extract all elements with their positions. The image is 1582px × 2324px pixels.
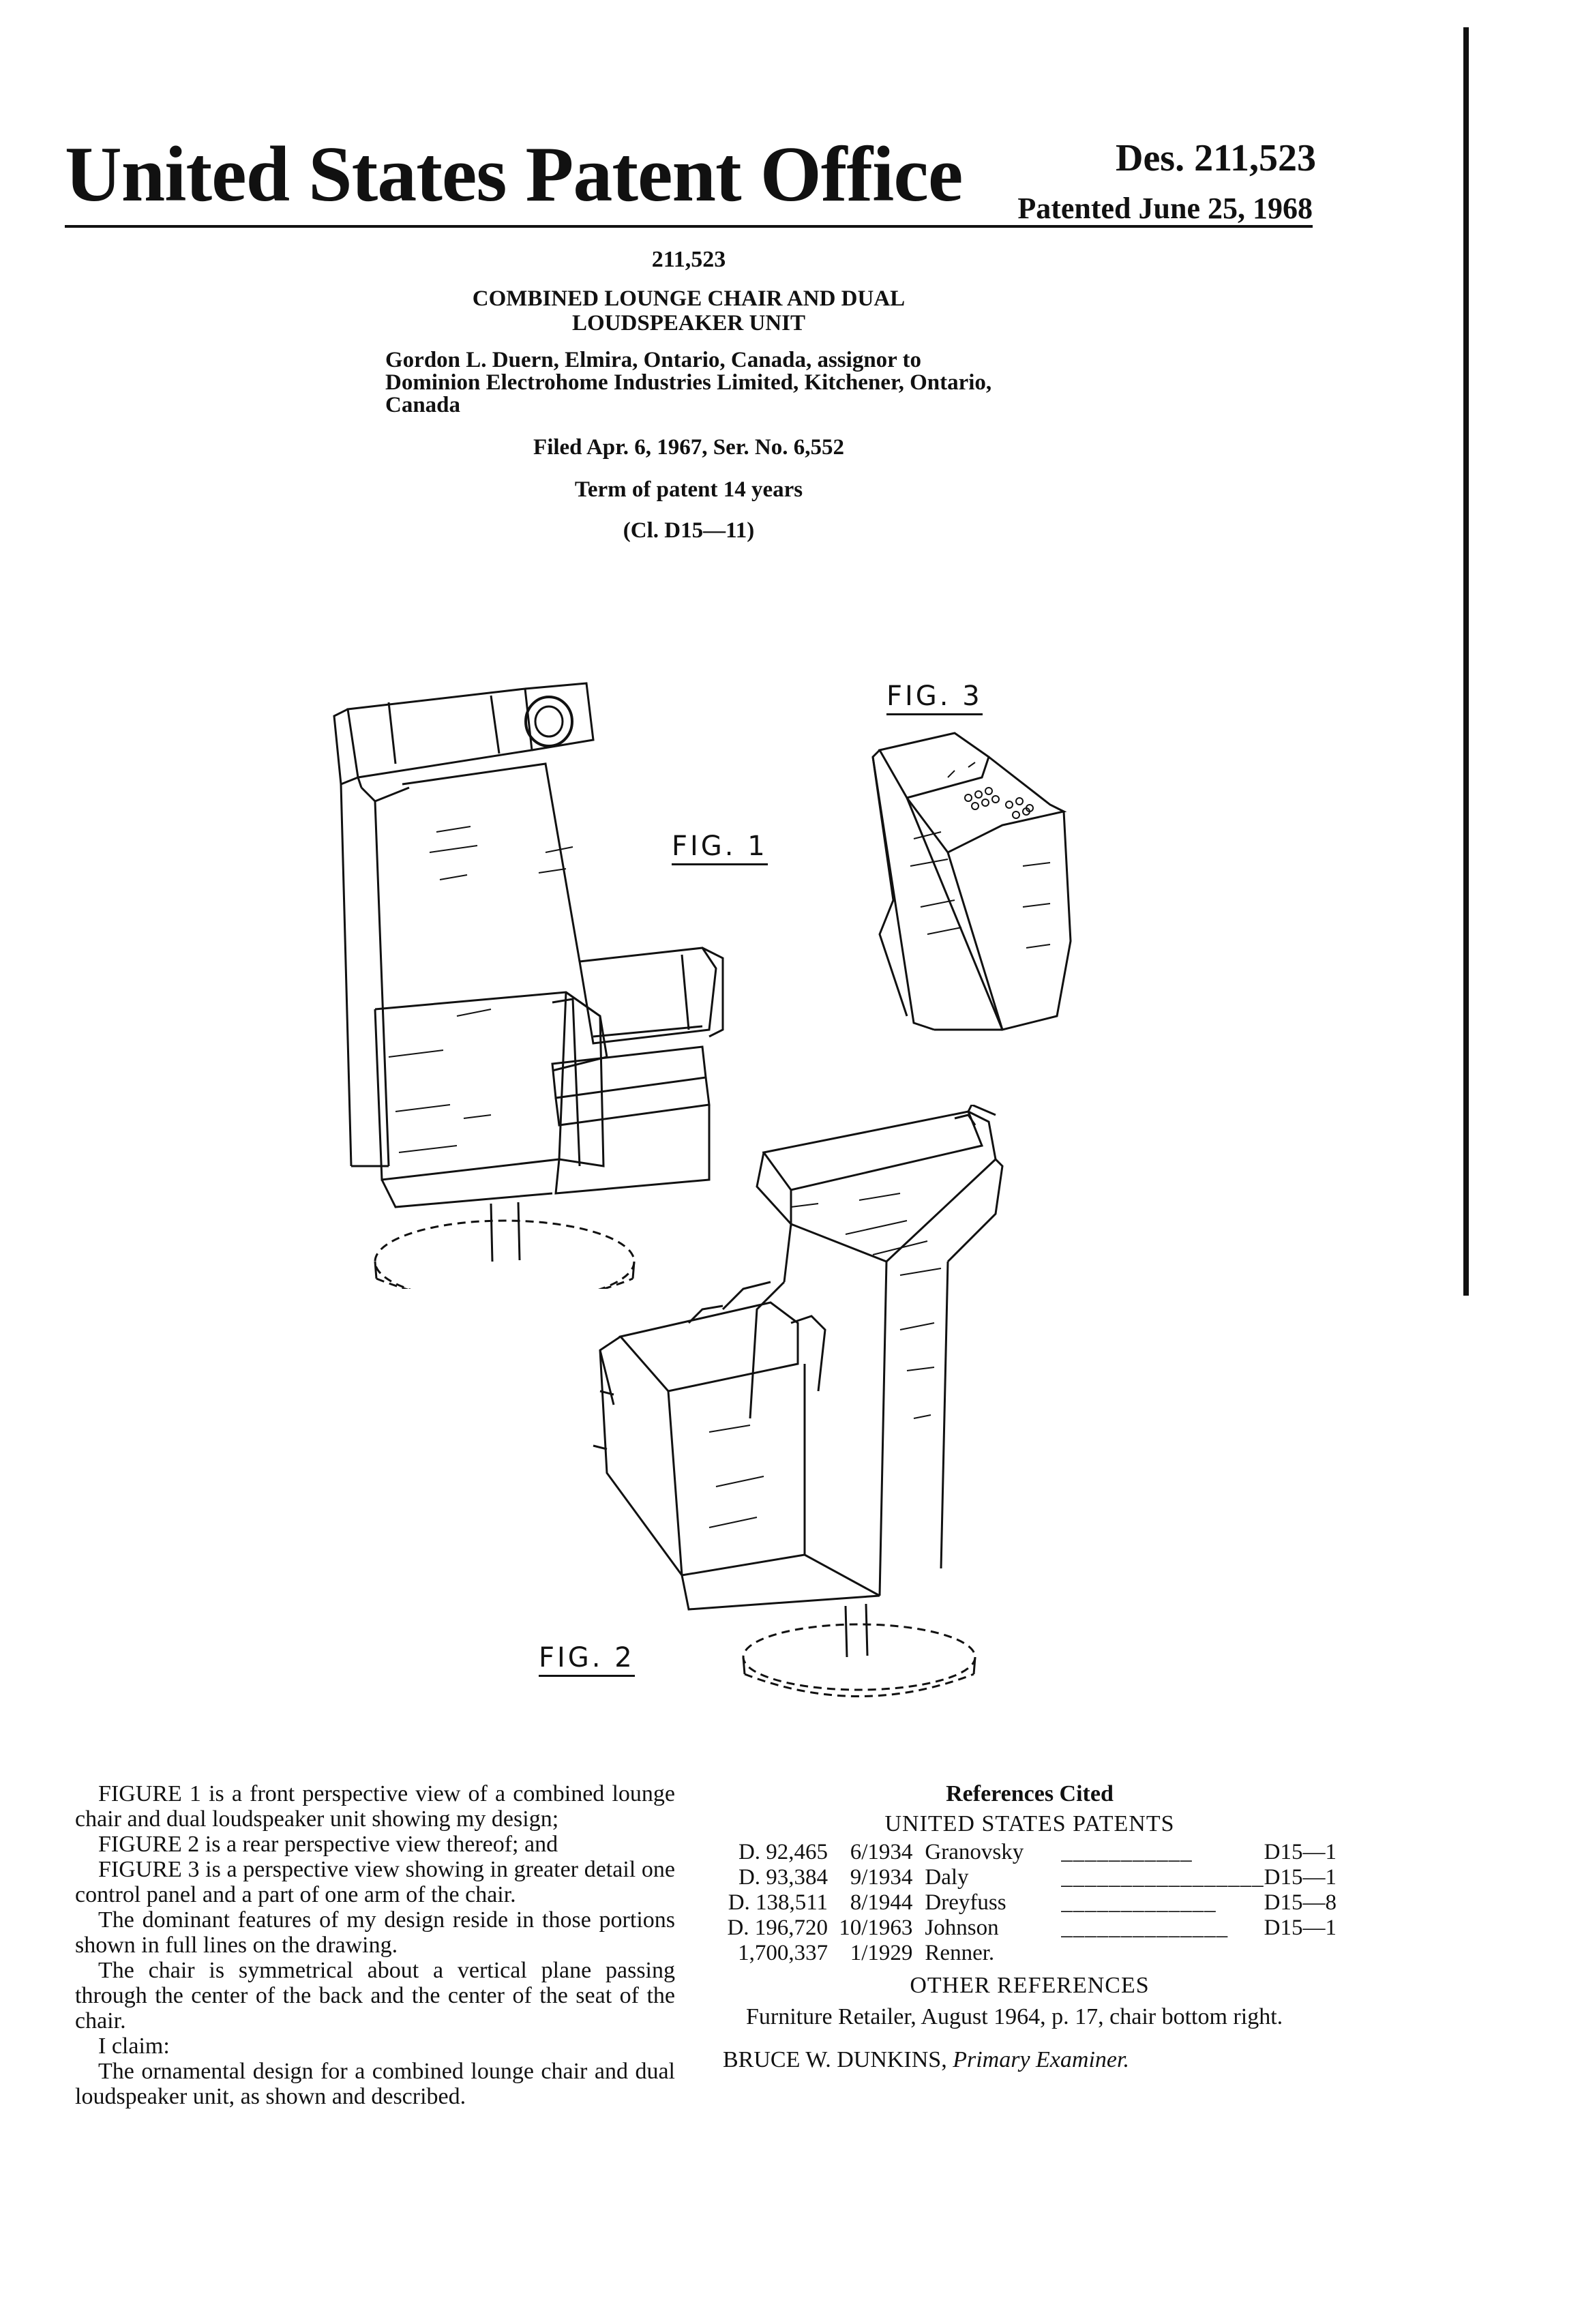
header-rule [65, 225, 1313, 228]
ref-date: 9/1934 [850, 1865, 913, 1890]
other-reference: Furniture Retailer, August 1964, p. 17, chair bottom right. [746, 2004, 1283, 2029]
references-table [723, 1840, 1337, 1966]
margin-scan-bar [1463, 27, 1469, 1296]
ref-number: D. 196,720 [727, 1916, 829, 1940]
patented-date: Patented June 25, 1968 [1017, 192, 1313, 225]
patent-number: 211,523 [651, 247, 726, 272]
other-references-heading: OTHER REFERENCES [910, 1973, 1150, 1998]
ref-date: 6/1934 [850, 1840, 913, 1864]
examiner-name: BRUCE W. DUNKINS, [723, 2047, 947, 2072]
us-patents-heading: UNITED STATES PATENTS [884, 1811, 1175, 1836]
description-column [75, 1781, 675, 2109]
patent-class: (Cl. D15—11) [623, 518, 755, 543]
ref-date: 10/1963 [839, 1916, 913, 1940]
description-paragraph: FIGURE 3 is a perspective view showing in greater detail one control panel and a part of one arm of the chair. [75, 1857, 675, 1907]
figure-2-drawing [586, 1105, 1077, 1705]
patent-title-line-2: LOUDSPEAKER UNIT [572, 311, 805, 336]
description-paragraph: FIGURE 1 is a front perspective view of a combined lounge chair and dual loudspeaker unit showing my design; [75, 1781, 675, 1832]
claim-text: The ornamental design for a combined lounge chair and dual loudspeaker unit, as shown and described. [75, 2059, 675, 2109]
patent-title [382, 286, 996, 336]
office-title: United States Patent Office [65, 131, 963, 218]
ref-name: Johnson [925, 1916, 999, 1940]
figure-1-label: FIG. 1 [672, 831, 768, 865]
ref-class: D15—1 [1264, 1865, 1337, 1890]
references-heading: References Cited [946, 1781, 1114, 1806]
figure-3-label: FIG. 3 [886, 681, 983, 715]
ref-class: D15—1 [1264, 1840, 1337, 1864]
ref-class: D15—8 [1264, 1890, 1337, 1915]
claim-heading: I claim: [98, 2034, 170, 2059]
figure-3-drawing [866, 730, 1091, 1050]
filing-info: Filed Apr. 6, 1967, Ser. No. 6,552 [533, 435, 844, 460]
design-patent-number: Des. 211,523 [1116, 137, 1316, 179]
description-paragraph: The chair is symmetrical about a vertical plane passing through the center of the back and the center of the seat of the chair. [75, 1958, 675, 2034]
references-column [723, 1781, 1337, 2073]
figure-2-label: FIG. 2 [539, 1642, 635, 1677]
ref-name: Dreyfuss [925, 1890, 1006, 1915]
description-paragraph: The dominant features of my design reside in those portions shown in full lines on the drawing. [75, 1907, 675, 1958]
ref-leader [1061, 1941, 1264, 1966]
table-row [723, 1941, 1337, 1966]
ref-class: D15—1 [1264, 1916, 1337, 1940]
table-row [723, 1890, 1337, 1916]
examiner [723, 2047, 1337, 2073]
ref-leader: ___________ [1061, 1840, 1193, 1864]
ref-leader: ______________ [1061, 1916, 1229, 1940]
ref-number: D. 138,511 [728, 1890, 829, 1915]
description-paragraph: FIGURE 2 is a rear perspective view thereof; and [98, 1832, 558, 1857]
ref-number: D. 93,384 [738, 1865, 829, 1890]
ref-leader: _________________ [1061, 1865, 1264, 1890]
ref-name: Granovsky [925, 1840, 1024, 1864]
patent-title-line-1: COMBINED LOUNGE CHAIR AND DUAL [472, 286, 906, 311]
patent-term: Term of patent 14 years [574, 477, 803, 502]
ref-number: 1,700,337 [738, 1941, 829, 1965]
ref-date: 1/1929 [850, 1941, 913, 1965]
table-row [723, 1916, 1337, 1941]
ref-name: Daly [925, 1865, 969, 1890]
inventor-assignee: Gordon L. Duern, Elmira, Ontario, Canada, assignor to Dominion Electrohome Industries Limited, Kitchener, Ontario, Canada [385, 348, 992, 417]
ref-leader: _____________ [1061, 1890, 1217, 1915]
ref-number: D. 92,465 [738, 1840, 829, 1864]
ref-name: Renner. [925, 1941, 995, 1965]
examiner-title: Primary Examiner. [953, 2047, 1129, 2072]
table-row [723, 1865, 1337, 1890]
ref-class [1264, 1941, 1337, 1966]
table-row [723, 1840, 1337, 1865]
ref-date: 8/1944 [850, 1890, 913, 1915]
